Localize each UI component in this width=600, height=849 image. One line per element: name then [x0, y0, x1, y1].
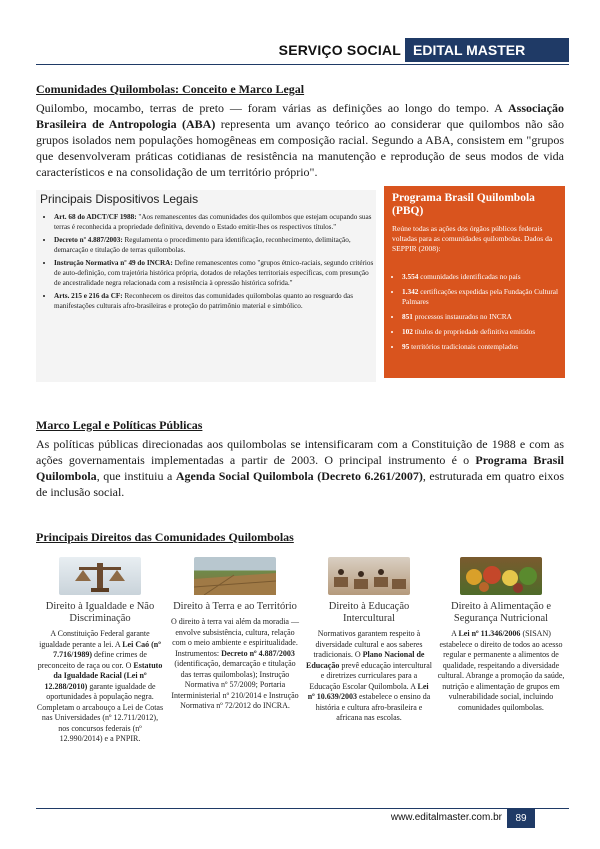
classroom-icon [328, 557, 410, 595]
card-alimentacao [437, 557, 565, 713]
list-item: • Art. 68 do ADCT/CF 1988: "Aos remanescentes das comunidades dos quilombos que estejam ocupando suas terras é reconhecida a propriedade definitiva, devendo o Estado emitir-lhes os respectivos títulos." [54, 212, 374, 232]
website-link[interactable]: www.editalmaster.com.br [390, 812, 502, 823]
card-text: O direito à terra vai além da moradia — envolve subsistência, cultura, relação com o meio ambiente e espiritualidade. Instrumentos: Decreto nº 4.887/2003 (identificação, demarcação e titulação das terras quilombolas); Instrução Normativa nº 57/2009; Portaria Interministerial nº 210/2014 e Instrução Normativa nº 72/2012 do INCRA. [171, 617, 299, 710]
pbq-list [392, 272, 562, 357]
list-item: • 95 territórios tradicionais contemplados [402, 342, 562, 352]
section-title-direitos: Principais Direitos das Comunidades Quilombolas [36, 530, 294, 544]
card-image [194, 557, 276, 595]
food-icon [460, 557, 542, 595]
header-brand: EDITAL MASTER [405, 38, 569, 62]
card-title: Direito à Alimentação e Segurança Nutricional [450, 601, 551, 624]
footer-rule [36, 808, 569, 809]
header-subject: SERVIÇO SOCIAL [278, 42, 401, 58]
list-item: • 851 processos instaurados no INCRA [402, 312, 562, 322]
card-title: Direito à Igualdade e Não Discriminação [45, 601, 155, 624]
card-terra [171, 557, 299, 712]
card-educacao [305, 557, 433, 724]
legal-devices-title: Principais Dispositivos Legais [40, 192, 199, 206]
card-igualdade [36, 557, 164, 745]
justice-scale-icon [59, 557, 141, 595]
paragraph-conceito: Quilombo, mocambo, terras de preto — foram várias as definições ao longo do tempo. A Associação Brasileira de Antropologia (ABA) representa um avanço teórico ao considerar que quilombos não são grupos isolados nem populações homogêneas em composição racial. Segundo a ABA, consistem em "grupos que desenvolveram práticas cotidianas de resistência na manutenção e reprodução de seus modos de vida característicos e na consolidação de um território próprio". [36, 101, 564, 179]
page-number: 89 [507, 809, 535, 828]
list-item: • 1.342 certificações expedidas pela Fundação Cultural Palmares [402, 287, 562, 307]
list-item: • 102 títulos de propriedade definitiva emitidos [402, 327, 562, 337]
header-rule [36, 64, 569, 65]
card-image [328, 557, 410, 595]
list-item: • Decreto nº 4.887/2003: Regulamenta o procedimento para identificação, reconhecimento, delimitação, demarcação e titulação de terras quilombolas. [54, 235, 374, 255]
list-item: • 3.554 comunidades identificadas no país [402, 272, 562, 282]
section-title-conceito: Comunidades Quilombolas: Conceito e Marco Legal [36, 82, 305, 96]
card-title: Direito à Educação Intercultural [328, 601, 410, 624]
page-footer [0, 808, 600, 828]
card-title: Direito à Terra e ao Território [173, 601, 297, 612]
legal-devices-list [42, 212, 374, 314]
pbq-intro: Reúne todas as ações dos órgãos públicos federais voltadas para as comunidades quilombolas. Dados da SEPPIR (2008): [392, 224, 553, 253]
section-title-marco: Marco Legal e Políticas Públicas [36, 418, 203, 432]
legal-devices-box [36, 190, 376, 382]
card-text: Normativos garantem respeito à diversidade cultural e aos saberes tradicionais. O Plano Nacional de Educação prevê educação intercultural e diretrizes curriculares para a Educação Escolar Quilombola. A Lei nº 10.639/2003 estabelece o ensino da história e cultura afro-brasileira e africana nas escolas. [306, 629, 432, 722]
pbq-box [384, 186, 565, 378]
card-text: A Constituição Federal garante igualdade perante a lei. A Lei Caó (nº 7.716/1989) define crimes de preconceito de raça ou cor. O Estatuto da Igualdade Racial (Lei nº 12.288/2010) garante igualdade de oportunidades à população negra. Completam o arcabouço a Lei de Cotas nas Universidades (nº 12.711/2012), nos concursos federais (nº 12.990/2014) e a PNPIR. [36, 629, 164, 743]
card-text: A Lei nº 11.346/2006 (SISAN) estabelece o direito de todos ao acesso regular e permanente a alimentos de qualidade, respeitando a diversidade cultural. Abrange a promoção da saúde, nutrição e alimentação de grupos em vulnerabilidade social, incluindo comunidades quilombolas. [437, 629, 565, 712]
list-item: • Arts. 215 e 216 da CF: Reconhecem os direitos das comunidades quilombolas quanto ao resguardo das manifestações culturais afro-brasileiras e proteção do patrimônio material e simbólico. [54, 291, 374, 311]
card-image [59, 557, 141, 595]
list-item: • Instrução Normativa nº 49 do INCRA: Define remanescentes como "grupos étnico-raciais, segundo critérios de auto-definição, com trajetória histórica própria, dotados de relações territoriais específicas, com presunção de ancestralidade negra relacionada com a resistência à opressão histórica sofrida." [54, 258, 374, 288]
farmland-icon [194, 557, 276, 595]
page-header [0, 38, 600, 62]
card-image [460, 557, 542, 595]
pbq-title: Programa Brasil Quilombola (PBQ) [392, 192, 535, 217]
paragraph-marco: As políticas públicas direcionadas aos quilombolas se intensificaram com a Constituição de 1988 e com as ações governamentais implementadas a partir de 2003. O principal instrumento é o Programa Brasil Quilombola, que instituiu a Agenda Social Quilombola (Decreto 6.261/2007), estruturada em quatro eixos de inclusão social. [36, 437, 564, 499]
